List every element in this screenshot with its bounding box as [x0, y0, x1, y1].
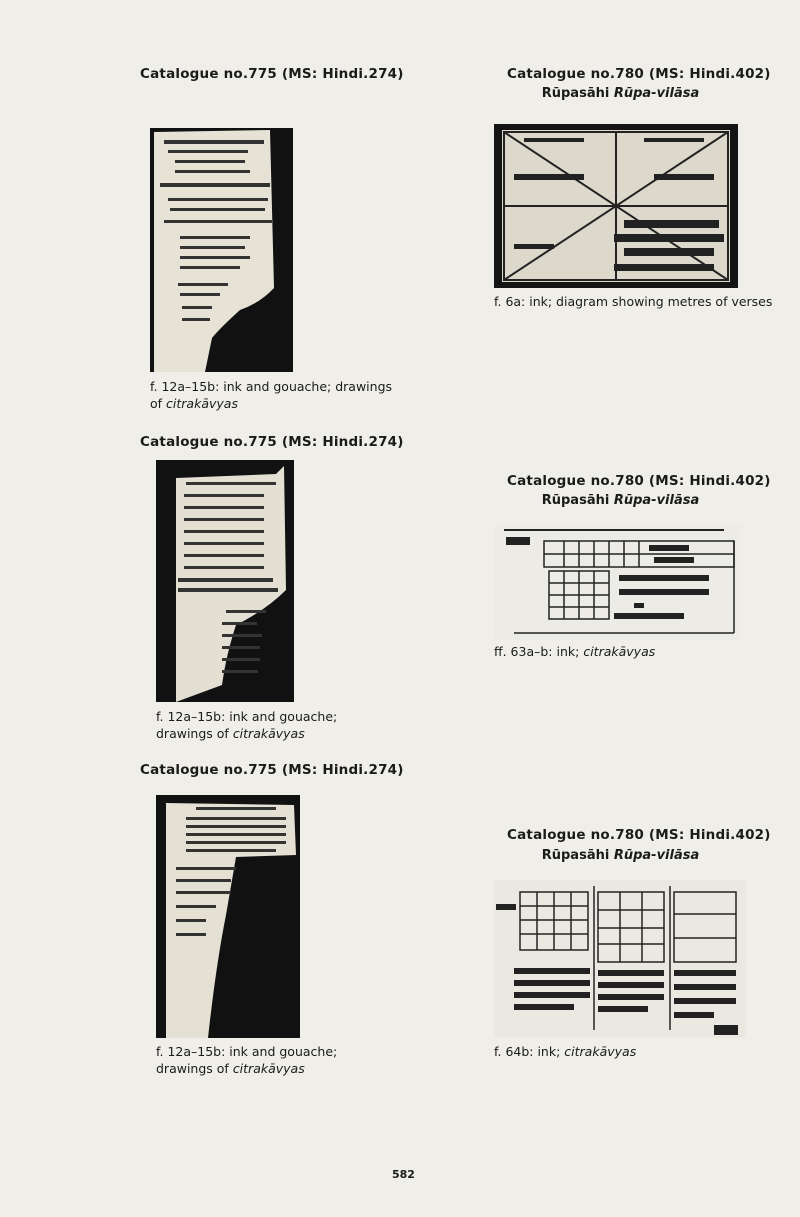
subheading-780-a: Rūpasāhi Rūpa-vilāsa [541, 86, 700, 101]
heading-775-b: Catalogue no.775 (MS: Hindi.274) [140, 434, 404, 450]
heading-775-a: Catalogue no.775 (MS: Hindi.274) [140, 66, 404, 82]
manuscript-image-775-c [156, 795, 300, 1038]
caption-780-b: ff. 63a–b: ink; citrakāvyas [494, 644, 656, 659]
page-number: 582 [392, 1168, 415, 1181]
caption-780-c: f. 64b: ink; citrakāvyas [494, 1044, 637, 1059]
manuscript-image-775-a [150, 128, 293, 372]
heading-780-b: Catalogue no.780 (MS: Hindi.402) [507, 473, 771, 489]
caption-775-c: f. 12a–15b: ink and gouache; drawings of citrakāvyas [156, 1044, 338, 1076]
heading-780-a: Catalogue no.780 (MS: Hindi.402) [507, 66, 771, 82]
caption-775-b: f. 12a–15b: ink and gouache; drawings of citrakāvyas [156, 709, 338, 741]
caption-780-a: f. 6a: ink; diagram showing metres of verses [494, 294, 773, 309]
caption-775-a: f. 12a–15b: ink and gouache; drawings of citrakāvyas [150, 379, 393, 411]
diagram-image-780-b [494, 525, 740, 640]
subheading-780-c: Rūpasāhi Rūpa-vilāsa [541, 848, 700, 863]
heading-780-c: Catalogue no.780 (MS: Hindi.402) [507, 827, 771, 843]
manuscript-image-775-b [156, 460, 294, 702]
heading-775-c: Catalogue no.775 (MS: Hindi.274) [140, 762, 404, 778]
subheading-780-b: Rūpasāhi Rūpa-vilāsa [541, 493, 700, 508]
diagram-image-780-c [494, 880, 746, 1038]
diagram-image-780-a [494, 124, 738, 288]
